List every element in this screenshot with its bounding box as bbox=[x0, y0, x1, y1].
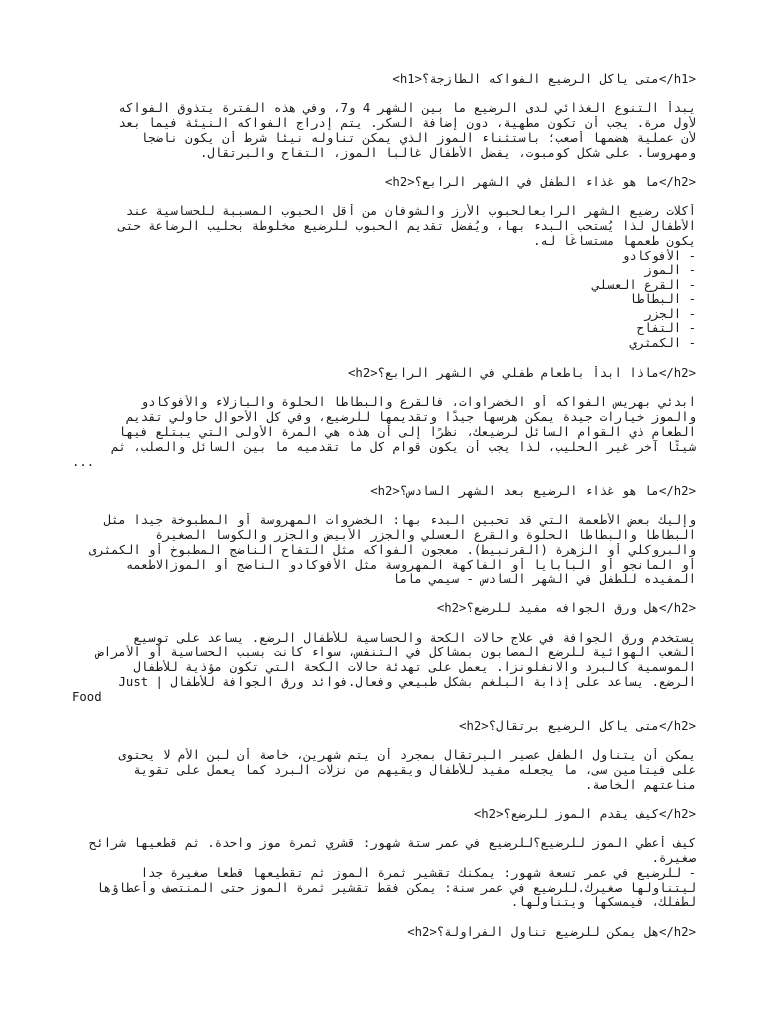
paragraph-line: شيئًا آخر غير الحليب، لذا يجب أن يكون قوام كل ما تقدميه ما بين السائل والصلب، ثم bbox=[111, 440, 696, 454]
list-item: - الأفوكادو bbox=[621, 249, 696, 263]
list-item: - الكمثري bbox=[629, 336, 696, 350]
list-item: - التفاح bbox=[636, 321, 696, 335]
paragraph-line: الموسمية كالبرد والانفلونزا. يعمل على تهدئة حالات الكحة التي تكون مؤذية للأطفال bbox=[133, 660, 696, 674]
paragraph-line: لأول مرة. يجب أن تكون مطهية، دون إضافة السكر. يتم إدراج الفواكه النيئة فيما بعد bbox=[118, 116, 696, 130]
paragraph-line: والبروكلي أو الزهرة (القرنبيط). معجون الفواكه مثل التفاح الناضج المطبوخ أو الكمثرى bbox=[88, 543, 696, 557]
heading-h2: <h2>ما هو غذاء الطفل في الشهر الرابع؟</h2> bbox=[385, 175, 696, 189]
paragraph-line: ليتناولها صغيرك.للرضيع في عمر سنة: يمكن فقط تقشير ثمرة الموز حتى المنتصف وأعطاؤها bbox=[96, 881, 696, 895]
heading-h2: <h2>كيف يقدم الموز للرضع؟</h2> bbox=[473, 807, 696, 821]
ellipsis-line: ... bbox=[72, 455, 95, 469]
paragraph-line: يكون طعمها مستساغًا له. bbox=[533, 234, 696, 248]
paragraph-line: يمكن أن يتناول الطفل عصير البرتقال بمجرد أن يتم شهرين، خاصة أن لبن الأم لا يحتوى bbox=[118, 748, 696, 762]
paragraph-line: أكلات رضيع الشهر الرابعالحبوب الأرز والشوفان من أقل الحبوب المسببة للحساسية عند bbox=[125, 204, 696, 218]
paragraph-line: الرضع. يساعد على إذابة البلغم بشكل طبيعي وفعال.فوائد ورق الجوافة للأطفال | Just bbox=[118, 675, 696, 689]
list-item: - الجزر bbox=[644, 307, 696, 321]
paragraph-line: البطاطا والبطاطا الحلوة والقرع العسلي والجزر الأبيض والجزر والكوسا الصغيرة bbox=[155, 528, 696, 542]
paragraph-line: والموز خيارات جيدة يمكن هرسها جيدًا وتقديمها للرضيع، وفي كل الأحوال حاولي تقديم bbox=[125, 410, 696, 424]
list-item: - الموز bbox=[644, 263, 696, 277]
paragraph-line: كيف أعطي الموز للرضيع؟للرضيع في عمر ستة شهور: قشري ثمرة موز واحدة. ثم قطعيها شرائح bbox=[88, 836, 696, 850]
paragraph-line: لطفلك، فيمسكها ويتناولها. bbox=[510, 895, 696, 909]
paragraph-line: على فيتامين سى، ما يجعله مفيد للأطفال ويقيهم من نزلات البرد كما يعمل على تقوية bbox=[133, 763, 696, 777]
paragraph-line: المفيده للطفل في الشهر السادس - سيمي ماما bbox=[392, 572, 696, 586]
heading-h2: <h2>هل ورق الجوافه مفيد للرضع؟</h2> bbox=[436, 601, 696, 615]
heading-h1: <h1>متى ياكل الرضيع الفواكه الطازجة؟</h1> bbox=[392, 72, 696, 86]
paragraph-line: ابدئي بهريس الفواكه أو الخضراوات، فالقرع والبطاطا الحلوة والبازلاء والأفوكادو bbox=[140, 395, 696, 409]
paragraph-line: وإليك بعض الأطعمة التي قد تحبين البدء بها: الخضروات المهروسة أو المطبوخة جيدا مثل bbox=[103, 513, 696, 527]
paragraph-line: الأطفال لذا يُستحب البدء بها، ويُفضل تقديم الحبوب للرضيع مخلوطة بحليب الرضاعة حتى bbox=[118, 219, 696, 233]
paragraph-line: يستخدم ورق الجوافة في علاج حالات الكحة والحساسية للأطفال الرضع. يساعد على توسيع bbox=[133, 631, 696, 645]
paragraph-line: أو المانجو أو البابايا أو الفاكهة المهروسة مثل الأفوكادو الناضج أو الموزالاطعمه bbox=[125, 558, 696, 572]
paragraph-line: ومهروسا. على شكل كومبوت، يفضل الأطفال غالبا الموز، التفاح والبرتقال. bbox=[199, 146, 696, 160]
paragraph-line: لأن عملية هضمها أصعب؛ باستثناء الموز الذي يمكن تناوله نيئا شرط أن يكون ناضجا bbox=[140, 131, 696, 145]
paragraph-line: صغيرة. bbox=[651, 851, 696, 865]
heading-h2: <h2>ماذا ابدأ باطعام طفلي في الشهر الرابع؟</h2> bbox=[348, 366, 696, 380]
heading-h2: <h2>ما هو غذاء الرضيع بعد الشهر السادس؟</h2> bbox=[370, 484, 696, 498]
heading-h2: <h2>هل يمكن للرضيع تناول الفراولة؟</h2> bbox=[407, 925, 696, 939]
paragraph-line: مناعتهم الخاصة. bbox=[584, 778, 696, 792]
paragraph-line: الطعام ذي القوام السائل لرضيعك، نظرًا إلى أن هذه هي المرة الأولى التي يبتلع فيها bbox=[118, 425, 696, 439]
paragraph-line: يبدأ التنوع الغذائي لدى الرضيع ما بين الشهر 4 و7، وفي هذه الفترة يتذوق الفواكه bbox=[118, 101, 696, 115]
heading-h2: <h2>متى ياكل الرضيع برتقال؟</h2> bbox=[459, 719, 696, 733]
paragraph-line: Food bbox=[72, 690, 102, 704]
list-item: - للرضيع في عمر تسعة شهور: يمكنك تقشير ثمرة الموز ثم تقطيعها قطعا صغيرة جدا bbox=[140, 866, 696, 880]
paragraph-line: الشعب الهوائية للرضع المصابون بمشاكل في التنفس، سواء كانت بسبب الحساسية أو الأمراض bbox=[96, 645, 696, 659]
list-item: - القرع العسلي bbox=[592, 278, 696, 292]
list-item: - البطاطا bbox=[629, 292, 696, 306]
